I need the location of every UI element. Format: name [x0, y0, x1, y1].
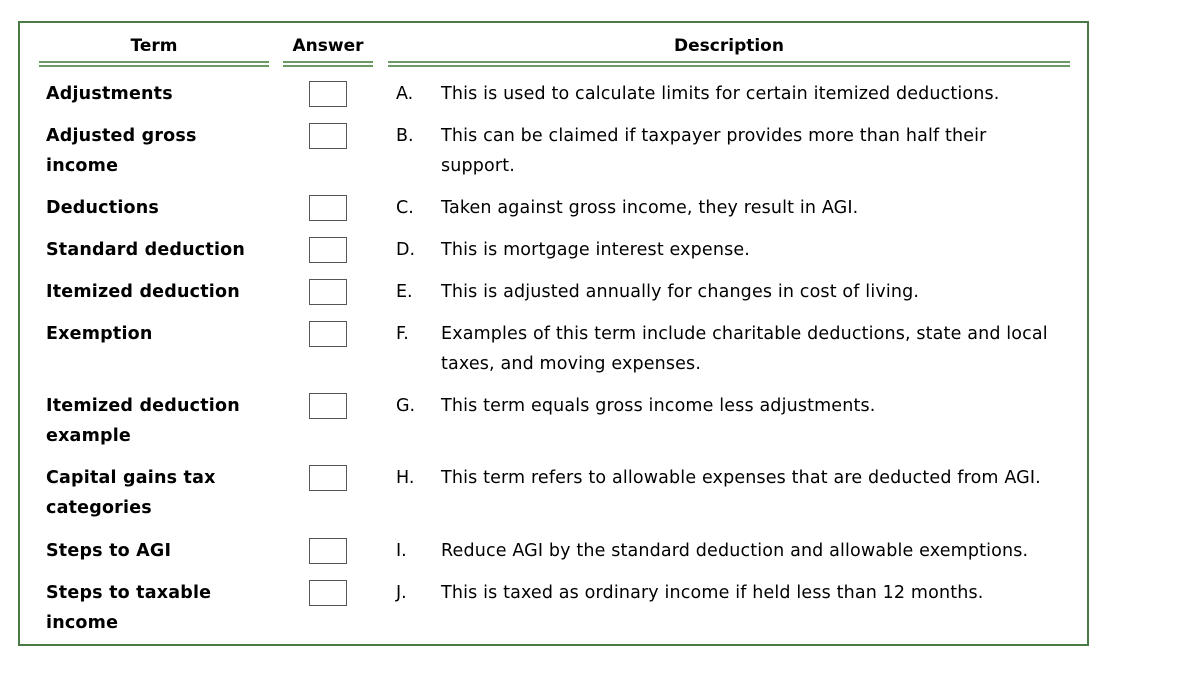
term-label: Adjustments — [46, 84, 173, 104]
description-letter: D. — [396, 240, 416, 260]
answer-input-box[interactable] — [309, 123, 347, 149]
term-column-header: Term — [130, 36, 178, 56]
description-text: Reduce AGI by the standard deduction and allowable exemptions. — [441, 541, 1029, 561]
description-letter: C. — [396, 198, 414, 218]
answer-input-box[interactable] — [309, 580, 347, 606]
answer-input-box[interactable] — [309, 237, 347, 263]
term-label: Exemption — [46, 324, 153, 344]
description-letter: J. — [396, 583, 407, 603]
description-letter: I. — [396, 541, 407, 561]
answer-input-box[interactable] — [309, 81, 347, 107]
term-label: Itemized deduction example — [46, 396, 240, 446]
description-text: This is taxed as ordinary income if held less than 12 months. — [441, 583, 984, 603]
description-text: This is adjusted annually for changes in cost of living. — [441, 282, 920, 302]
description-column-header: Description — [674, 36, 784, 56]
answer-header-divider — [283, 61, 373, 67]
term-label: Standard deduction — [46, 240, 246, 260]
description-header-divider — [388, 61, 1070, 67]
description-letter: B. — [396, 126, 414, 146]
term-label: Capital gains tax categories — [46, 468, 216, 518]
description-letter: G. — [396, 396, 416, 416]
description-letter: F. — [396, 324, 409, 344]
description-letter: A. — [396, 84, 414, 104]
term-label: Deductions — [46, 198, 160, 218]
matching-panel — [18, 21, 1089, 646]
description-text: This is mortgage interest expense. — [441, 240, 750, 260]
description-text: Taken against gross income, they result in AGI. — [441, 198, 859, 218]
term-label: Steps to taxable income — [46, 583, 212, 633]
answer-input-box[interactable] — [309, 538, 347, 564]
description-text: This can be claimed if taxpayer provides more than half their support. — [441, 126, 987, 176]
answer-input-box[interactable] — [309, 465, 347, 491]
answer-input-box[interactable] — [309, 195, 347, 221]
answer-input-box[interactable] — [309, 321, 347, 347]
description-text: This term equals gross income less adjustments. — [441, 396, 876, 416]
answer-column-header: Answer — [292, 36, 364, 56]
term-label: Adjusted gross income — [46, 126, 197, 176]
term-label: Itemized deduction — [46, 282, 240, 302]
description-text: This is used to calculate limits for certain itemized deductions. — [441, 84, 1000, 104]
description-letter: H. — [396, 468, 415, 488]
answer-input-box[interactable] — [309, 279, 347, 305]
description-text: Examples of this term include charitable deductions, state and local taxes, and moving expenses. — [441, 324, 1048, 374]
answer-input-box[interactable] — [309, 393, 347, 419]
term-header-divider — [39, 61, 269, 67]
description-letter: E. — [396, 282, 413, 302]
term-label: Steps to AGI — [46, 541, 172, 561]
description-text: This term refers to allowable expenses that are deducted from AGI. — [441, 468, 1041, 488]
